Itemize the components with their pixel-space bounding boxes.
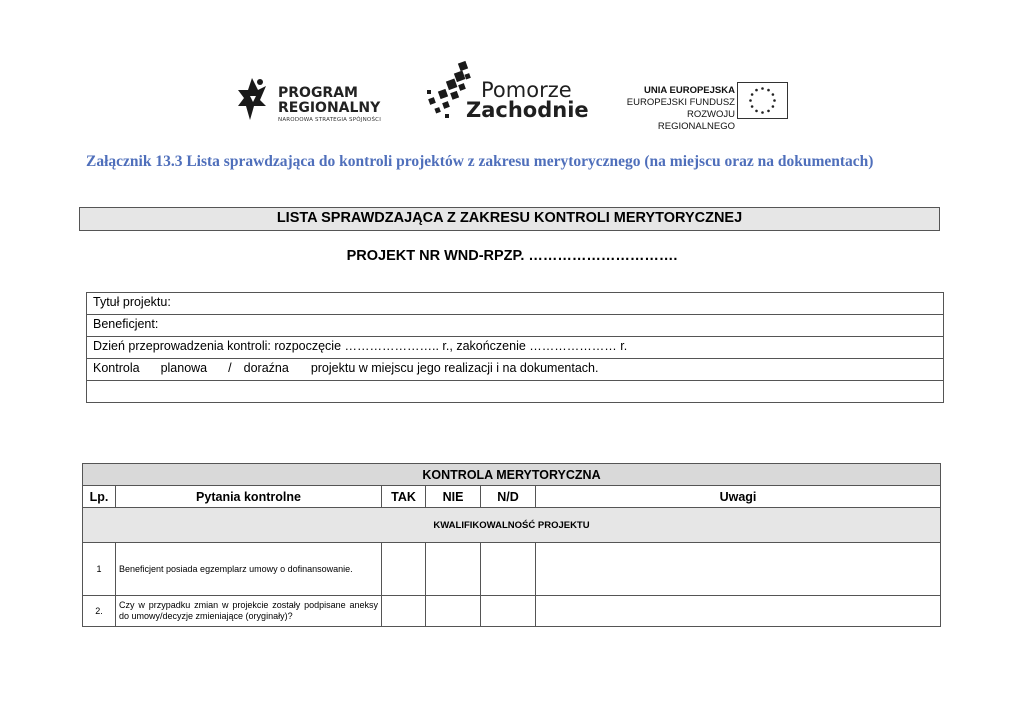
program-line2: REGIONALNY (278, 100, 381, 116)
row-lp: 2. (83, 596, 116, 627)
row-question: Beneficjent posiada egzemplarz umowy o dofinansowanie. (116, 543, 382, 596)
row-remarks-cell[interactable] (536, 543, 941, 596)
row-lp: 1 (83, 543, 116, 596)
control-planned-option[interactable]: planowa (160, 361, 208, 375)
table-row (83, 543, 941, 596)
control-word: Kontrola (93, 361, 140, 375)
ue-line1: UNIA EUROPEJSKA (644, 85, 735, 96)
ue-line3: ROZWOJU REGIONALNEGO (657, 109, 735, 132)
program-line1: PROGRAM (278, 85, 358, 101)
row-remarks-cell[interactable] (536, 596, 941, 627)
header-na: N/D (481, 486, 536, 508)
pomorze-line2: Zachodnie (466, 98, 589, 122)
project-number: PROJEKT NR WND-RPZP. …………………………. (346, 248, 678, 264)
header-questions: Pytania kontrolne (116, 486, 382, 508)
merit-control-table (82, 463, 941, 627)
ue-logo (610, 82, 790, 132)
control-type-field[interactable] (87, 359, 944, 381)
checklist-banner: LISTA SPRAWDZAJĄCA Z ZAKRESU KONTROLI MERYTORYCZNEJ (79, 207, 940, 231)
eu-flag-icon (737, 82, 788, 119)
header-lp: Lp. (83, 486, 116, 508)
control-rest: projektu w miejscu jego realizacji i na dokumentach. (310, 361, 599, 375)
header-no: NIE (426, 486, 481, 508)
program-emblem-icon (236, 76, 268, 122)
empty-info-row[interactable] (87, 381, 944, 403)
control-adhoc-option[interactable]: doraźna (243, 361, 289, 375)
row-no-cell[interactable] (426, 596, 481, 627)
row-question: Czy w przypadku zmian w projekcie zostały podpisane aneksy do umowy/decyzje zmieniające (oryginały)? (116, 596, 382, 627)
section-eligibility: KWALIFIKOWALNOŚĆ PROJEKTU (83, 508, 941, 543)
header-remarks: Uwagi (536, 486, 941, 508)
ue-line2: EUROPEJSKI FUNDUSZ (626, 97, 735, 108)
row-yes-cell[interactable] (382, 543, 426, 596)
row-na-cell[interactable] (481, 596, 536, 627)
project-info-table (86, 292, 944, 403)
program-regionalny-logo (236, 76, 386, 124)
table-title: KONTROLA MERYTORYCZNA (83, 464, 941, 486)
project-title-field[interactable]: Tytuł projektu: (87, 293, 944, 315)
row-no-cell[interactable] (426, 543, 481, 596)
annex-title: Załącznik 13.3 Lista sprawdzająca do kontroli projektów z zakresu merytorycznego (na miejscu oraz na dokumentach) (86, 153, 874, 170)
program-line3: NARODOWA STRATEGIA SPÓJNOŚCI (278, 117, 382, 123)
pomorze-line1: Pomorze (481, 78, 572, 102)
beneficiary-field[interactable]: Beneficjent: (87, 315, 944, 337)
row-na-cell[interactable] (481, 543, 536, 596)
pomorze-zachodnie-logo (425, 60, 589, 124)
control-date-field[interactable]: Dzień przeprowadzenia kontroli: rozpoczęcie ………………….. r., zakończenie ………………… r. (87, 337, 944, 359)
table-row (83, 596, 941, 627)
row-yes-cell[interactable] (382, 596, 426, 627)
control-slash: / (228, 361, 232, 375)
header-yes: TAK (382, 486, 426, 508)
